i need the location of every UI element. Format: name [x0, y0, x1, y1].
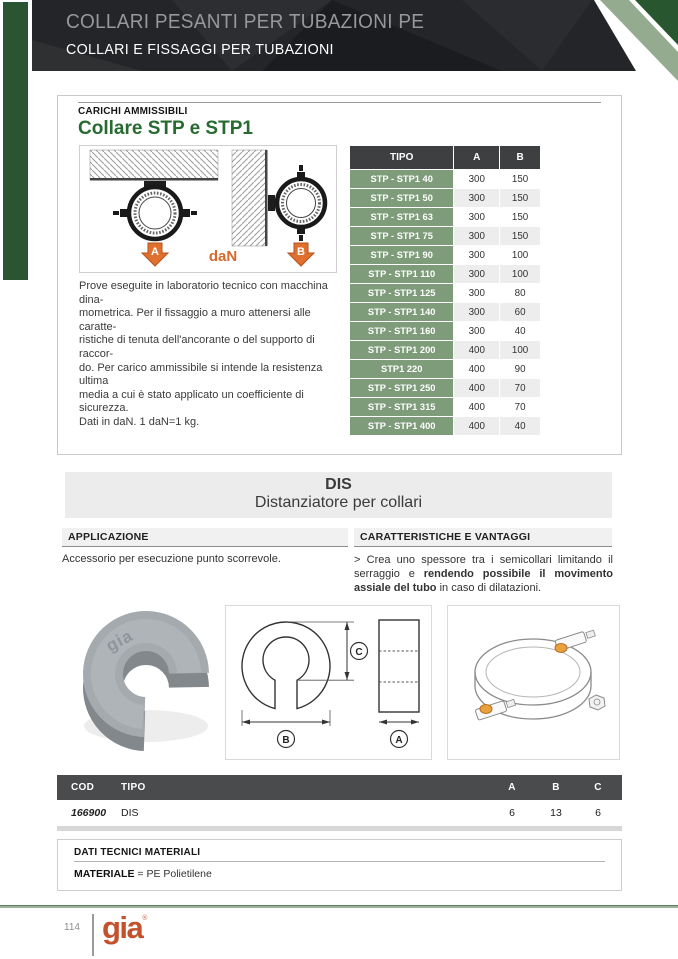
stp-table-row [350, 170, 540, 188]
stp-value-cell: 400 [454, 398, 499, 416]
stp-col-b: B [500, 146, 540, 169]
caratteristiche-text [354, 553, 613, 595]
stp-value-cell: 60 [500, 303, 540, 321]
stp-table-row [350, 189, 540, 207]
arrow-b-label: B [297, 246, 305, 258]
arrow-a-label: A [151, 246, 159, 258]
page-number: 114 [64, 922, 80, 933]
stp-table-row [350, 227, 540, 245]
stp-value-cell: 300 [454, 284, 499, 302]
stp-value-cell: 400 [454, 379, 499, 397]
stp-table-header-row [350, 146, 540, 169]
materials-line [74, 868, 605, 880]
stp-type-cell: STP - STP1 75 [350, 227, 453, 245]
collar-assembly-drawing-box [447, 605, 620, 760]
applicazione-heading: APPLICAZIONE [62, 528, 348, 547]
stp-table-row [350, 341, 540, 359]
dis-dimension-drawing [226, 606, 431, 759]
stp-table-row [350, 246, 540, 264]
stp-value-cell: 300 [454, 303, 499, 321]
dim-b-label: B [282, 735, 290, 746]
dis-spacer-photo-drawing [62, 600, 232, 764]
materials-section [57, 839, 622, 891]
stp-value-cell: 100 [500, 265, 540, 283]
stp-value-cell: 90 [500, 360, 540, 378]
stp-value-cell: 300 [454, 322, 499, 340]
stp-value-cell: 400 [454, 417, 499, 435]
paragraph-line: do. Per carico ammissibile si intende la resistenza ultima [79, 361, 323, 388]
spacer-embossed-logo: gia [102, 625, 137, 656]
paragraph-line: media a cui è stato applicato un coefficiente di sicurezza. [79, 388, 304, 415]
stp-type-cell: STP - STP1 315 [350, 398, 453, 416]
dis-table-row [57, 800, 622, 825]
materials-value: = PE Polietilene [137, 868, 212, 880]
wall-collar-drawing [232, 150, 325, 246]
stp-value-cell: 150 [500, 227, 540, 245]
stp-value-cell: 150 [500, 170, 540, 188]
carichi-paragraph [79, 280, 345, 430]
stp-value-cell: 300 [454, 170, 499, 188]
stp-table-row [350, 379, 540, 397]
feature-text-segment: > Crea uno spessore tra i semicollari limitando il serraggio e [354, 554, 613, 580]
stp-load-table [349, 145, 541, 436]
paragraph-line: Dati in daN. 1 daN=1 kg. [79, 415, 200, 428]
stp-type-cell: STP - STP1 125 [350, 284, 453, 302]
page-title: COLLARI PESANTI PER TUBAZIONI PE [66, 11, 425, 33]
hex-nut [589, 695, 605, 710]
arrow-b-icon [288, 243, 314, 266]
gia-logo [102, 910, 147, 946]
dis-spacer-photo [62, 600, 232, 764]
stp-type-cell: STP - STP1 140 [350, 303, 453, 321]
stp-type-cell: STP - STP1 160 [350, 322, 453, 340]
ceiling-collar-drawing [90, 150, 218, 239]
dis-row-a: 6 [509, 806, 515, 819]
dim-c-label: C [355, 647, 363, 658]
stp-type-cell: STP - STP1 250 [350, 379, 453, 397]
stp-value-cell: 150 [500, 208, 540, 226]
gia-logo-text: gia [102, 910, 143, 945]
stp-col-tipo: TIPO [350, 146, 453, 169]
stp-table-row [350, 322, 540, 340]
stp-value-cell: 300 [454, 246, 499, 264]
stp-value-cell: 300 [454, 265, 499, 283]
dis-title: DIS [325, 476, 352, 493]
applicazione-text: Accessorio per esecuzione punto scorrevole. [62, 553, 281, 565]
footer-divider [92, 914, 94, 956]
footer-rule [0, 905, 678, 908]
materials-label: MATERIALE [74, 868, 135, 880]
stp-table-row [350, 398, 540, 416]
left-accent-bar [3, 2, 28, 280]
stp-table-body [350, 170, 540, 435]
page-subtitle: COLLARI E FISSAGGI PER TUBAZIONI [66, 41, 334, 58]
caratteristiche-heading: CARATTERISTICHE E VANTAGGI [354, 528, 612, 547]
stp-col-a: A [454, 146, 499, 169]
page-header [32, 0, 678, 92]
dis-col-c: C [594, 782, 602, 793]
feature-text-segment: in caso di dilatazioni. [436, 582, 542, 594]
dim-a-label: A [395, 735, 403, 746]
dis-col-tipo: TIPO [121, 782, 146, 793]
carichi-title: Collare STP e STP1 [78, 118, 253, 139]
registered-mark: ® [142, 915, 148, 922]
stp-value-cell: 100 [500, 341, 540, 359]
dis-col-b: B [552, 782, 560, 793]
stp-value-cell: 100 [500, 246, 540, 264]
carichi-section [57, 95, 622, 455]
paragraph-line: ristiche di tenuta dell'ancorante o del supporto di raccor- [79, 334, 315, 360]
dis-dimension-drawing-box [225, 605, 432, 760]
dis-table-footer-bar [57, 826, 622, 831]
stp-value-cell: 150 [500, 189, 540, 207]
stp-table-row [350, 208, 540, 226]
arrow-a-icon [142, 243, 168, 266]
dis-table-header [57, 775, 622, 800]
stp-value-cell: 400 [454, 341, 499, 359]
stp-table-row [350, 417, 540, 435]
carichi-kicker: CARICHI AMMISSIBILI [78, 102, 601, 117]
stp-type-cell: STP - STP1 40 [350, 170, 453, 188]
stp-type-cell: STP - STP1 90 [350, 246, 453, 264]
dis-section-banner [65, 472, 612, 518]
dis-row-b: 13 [550, 806, 562, 819]
stp-type-cell: STP - STP1 50 [350, 189, 453, 207]
stp-value-cell: 40 [500, 417, 540, 435]
stp-type-cell: STP1 220 [350, 360, 453, 378]
stp-value-cell: 300 [454, 189, 499, 207]
dis-row-c: 6 [595, 806, 601, 819]
stp-value-cell: 70 [500, 398, 540, 416]
stp-table-row [350, 360, 540, 378]
stp-table-row [350, 265, 540, 283]
dis-subtitle: Distanziatore per collari [254, 494, 423, 511]
stp-value-cell: 300 [454, 208, 499, 226]
stp-type-cell: STP - STP1 400 [350, 417, 453, 435]
stp-type-cell: STP - STP1 63 [350, 208, 453, 226]
stp-type-cell: STP - STP1 200 [350, 341, 453, 359]
paragraph-line: mometrica. Per il fissaggio a muro attenersi alle caratte- [79, 307, 311, 333]
feature-text-segment: rendendo possibile il movimento assiale del tubo [354, 568, 614, 594]
dan-unit-label: daN [208, 248, 238, 265]
stp-table-row [350, 303, 540, 321]
stp-value-cell: 40 [500, 322, 540, 340]
dis-row-cod: 166900 [71, 806, 107, 819]
materials-heading: DATI TECNICI MATERIALI [74, 847, 605, 862]
stp-value-cell: 70 [500, 379, 540, 397]
paragraph-line: Prove eseguite in laboratorio tecnico con macchina dina- [79, 280, 328, 306]
stp-table-row [350, 284, 540, 302]
collar-assembly-drawing [448, 606, 619, 759]
stp-type-cell: STP - STP1 110 [350, 265, 453, 283]
collar-load-diagram-drawing [80, 146, 336, 272]
collar-load-diagram [79, 145, 337, 273]
dis-row-tipo: DIS [121, 806, 139, 819]
stp-table-head [350, 146, 540, 169]
stp-value-cell: 80 [500, 284, 540, 302]
stp-value-cell: 400 [454, 360, 499, 378]
stp-value-cell: 300 [454, 227, 499, 245]
dis-col-cod: COD [71, 782, 95, 793]
dis-col-a: A [508, 782, 516, 793]
